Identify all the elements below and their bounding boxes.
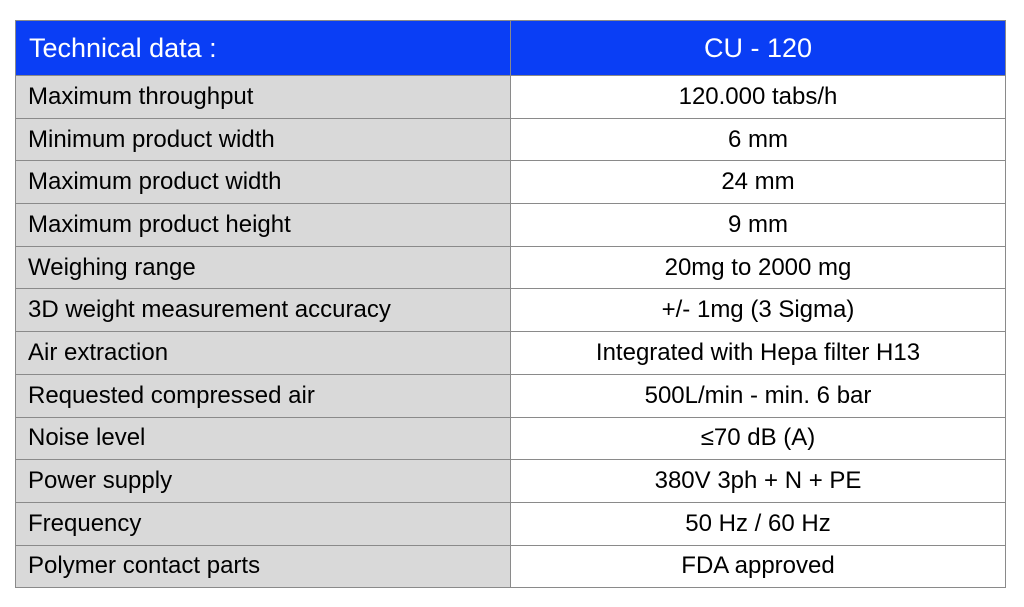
row-label: Noise level (16, 417, 511, 460)
row-label: Frequency (16, 502, 511, 545)
row-label: Weighing range (16, 246, 511, 289)
row-value: 120.000 tabs/h (511, 76, 1006, 119)
table-row (16, 460, 1006, 503)
row-label: Maximum throughput (16, 76, 511, 119)
row-value: ≤70 dB (A) (511, 417, 1006, 460)
table-row (16, 502, 1006, 545)
table-row (16, 332, 1006, 375)
row-value: Integrated with Hepa filter H13 (511, 332, 1006, 375)
technical-data-table-container (15, 20, 1005, 588)
row-label: Polymer contact parts (16, 545, 511, 588)
row-value: 50 Hz / 60 Hz (511, 502, 1006, 545)
row-label: Maximum product width (16, 161, 511, 204)
row-label: Air extraction (16, 332, 511, 375)
table-row (16, 417, 1006, 460)
header-label: Technical data : (16, 21, 511, 76)
row-label: Minimum product width (16, 118, 511, 161)
table-row (16, 289, 1006, 332)
row-value: 380V 3ph + N + PE (511, 460, 1006, 503)
table-row (16, 118, 1006, 161)
row-value: 24 mm (511, 161, 1006, 204)
row-value: 6 mm (511, 118, 1006, 161)
table-row (16, 545, 1006, 588)
technical-data-table (15, 20, 1006, 588)
table-row (16, 374, 1006, 417)
row-value: 9 mm (511, 204, 1006, 247)
table-row (16, 204, 1006, 247)
row-value: FDA approved (511, 545, 1006, 588)
row-value: 500L/min - min. 6 bar (511, 374, 1006, 417)
row-label: Requested compressed air (16, 374, 511, 417)
table-row (16, 76, 1006, 119)
table-row (16, 161, 1006, 204)
row-value: 20mg to 2000 mg (511, 246, 1006, 289)
row-label: Power supply (16, 460, 511, 503)
row-value: +/- 1mg (3 Sigma) (511, 289, 1006, 332)
row-label: 3D weight measurement accuracy (16, 289, 511, 332)
table-row (16, 246, 1006, 289)
row-label: Maximum product height (16, 204, 511, 247)
header-model: CU - 120 (511, 21, 1006, 76)
header-row (16, 21, 1006, 76)
